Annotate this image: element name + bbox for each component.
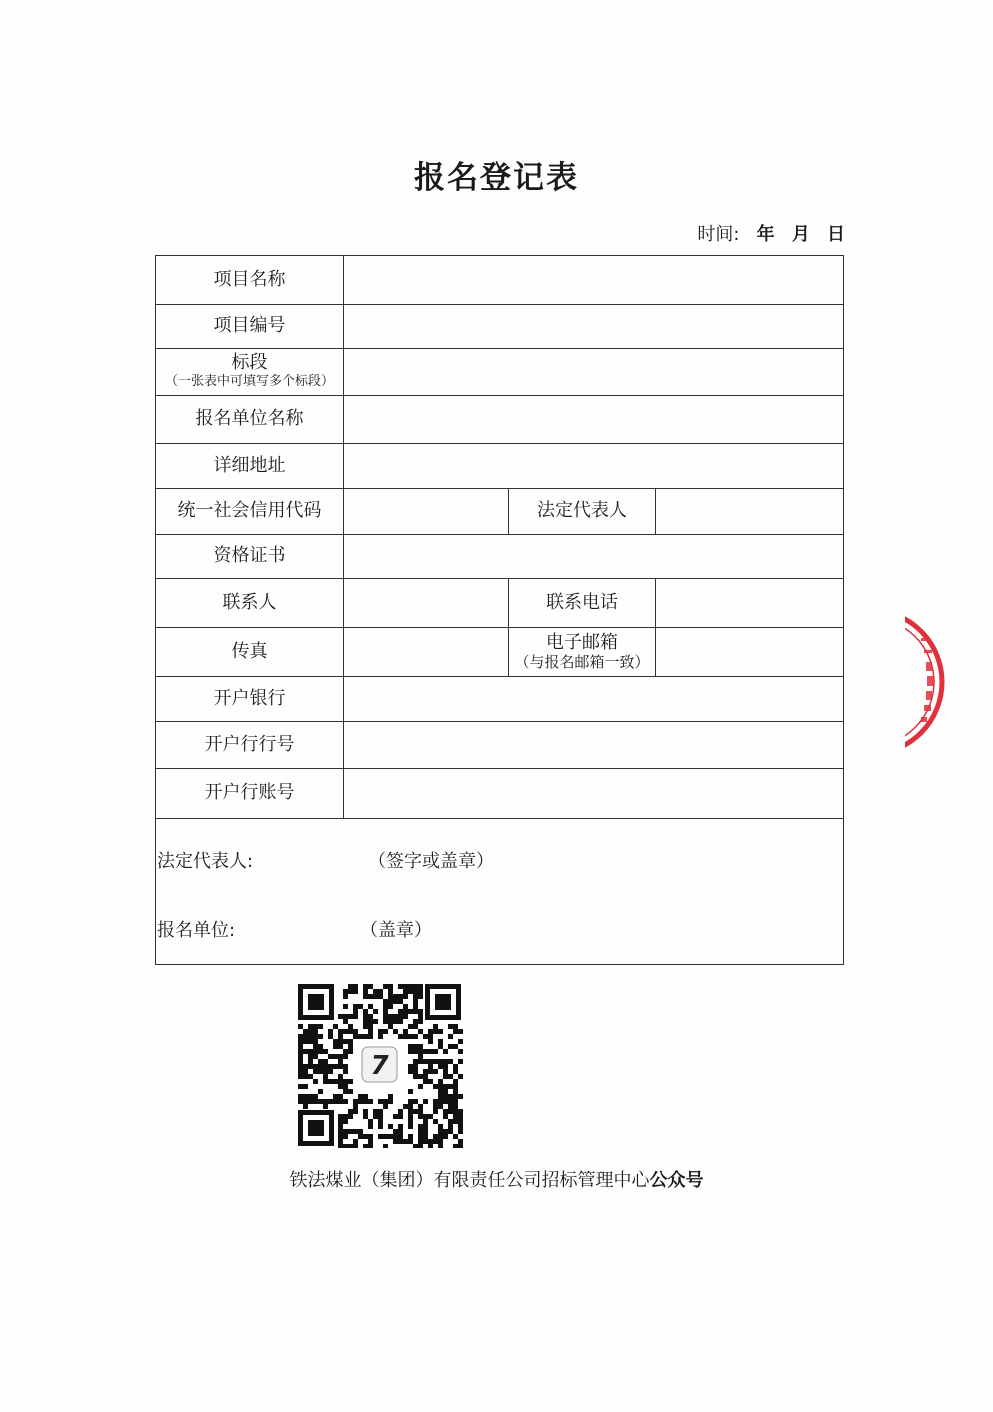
credit-code-label: 统一社会信用代码 [177, 500, 322, 521]
project-number-field[interactable] [344, 304, 844, 348]
document-title: 报名登记表 [414, 160, 579, 196]
date-line [697, 220, 845, 246]
credit-code-field[interactable] [344, 488, 508, 534]
lot-field[interactable] [344, 348, 844, 395]
date-label: 时间: [697, 224, 740, 245]
address-label: 详细地址 [213, 454, 286, 476]
date-year: 年 [756, 224, 775, 245]
bank-code-field[interactable] [344, 721, 844, 768]
legal-rep-field[interactable] [656, 488, 844, 534]
phone-label: 联系电话 [546, 591, 618, 613]
qr-caption: 铁法煤业（集团）有限责任公司招标管理中心公众号 [289, 1170, 704, 1191]
unit-stamp-note: （盖章） [360, 920, 432, 941]
bank-code-label: 开户行行号 [204, 733, 295, 755]
email-label: 电子邮箱 （与报名邮箱一致） [514, 632, 650, 671]
legal-rep-signature-label: 法定代表人: [157, 851, 254, 872]
bank-account-label: 开户行账号 [204, 782, 295, 803]
qualification-field[interactable] [344, 534, 844, 578]
contact-field[interactable] [344, 578, 508, 627]
date-day: 日 [827, 224, 845, 245]
date-month: 月 [791, 224, 810, 245]
registration-form [155, 255, 844, 965]
fax-label: 传真 [231, 640, 268, 662]
phone-field[interactable] [656, 578, 844, 627]
project-number-label: 项目编号 [213, 315, 286, 336]
unit-stamp-label: 报名单位: [157, 920, 236, 941]
fax-field[interactable] [344, 627, 508, 676]
legal-rep-label: 法定代表人 [537, 500, 627, 521]
email-sublabel: （与报名邮箱一致） [514, 653, 650, 671]
project-name-field[interactable] [344, 256, 844, 304]
contact-label: 联系人 [222, 591, 277, 613]
qualification-label: 资格证书 [213, 545, 286, 566]
project-name-label: 项目名称 [213, 269, 286, 290]
bank-account-field[interactable] [344, 768, 844, 818]
bank-field[interactable] [344, 676, 844, 721]
lot-label: 标段 （一张表中可填写多个标段） [164, 352, 334, 389]
email-field[interactable] [656, 627, 844, 676]
qr-code [296, 982, 463, 1148]
red-seal-stamp [905, 610, 965, 755]
address-field[interactable] [344, 443, 844, 488]
legal-rep-signature-note: （签字或盖章） [368, 851, 494, 872]
applicant-name-field[interactable] [344, 395, 844, 443]
bank-label: 开户银行 [213, 687, 286, 709]
lot-sublabel: （一张表中可填写多个标段） [164, 374, 334, 389]
qr-logo-text: 7 [370, 1051, 389, 1081]
applicant-name-label: 报名单位名称 [195, 408, 304, 429]
